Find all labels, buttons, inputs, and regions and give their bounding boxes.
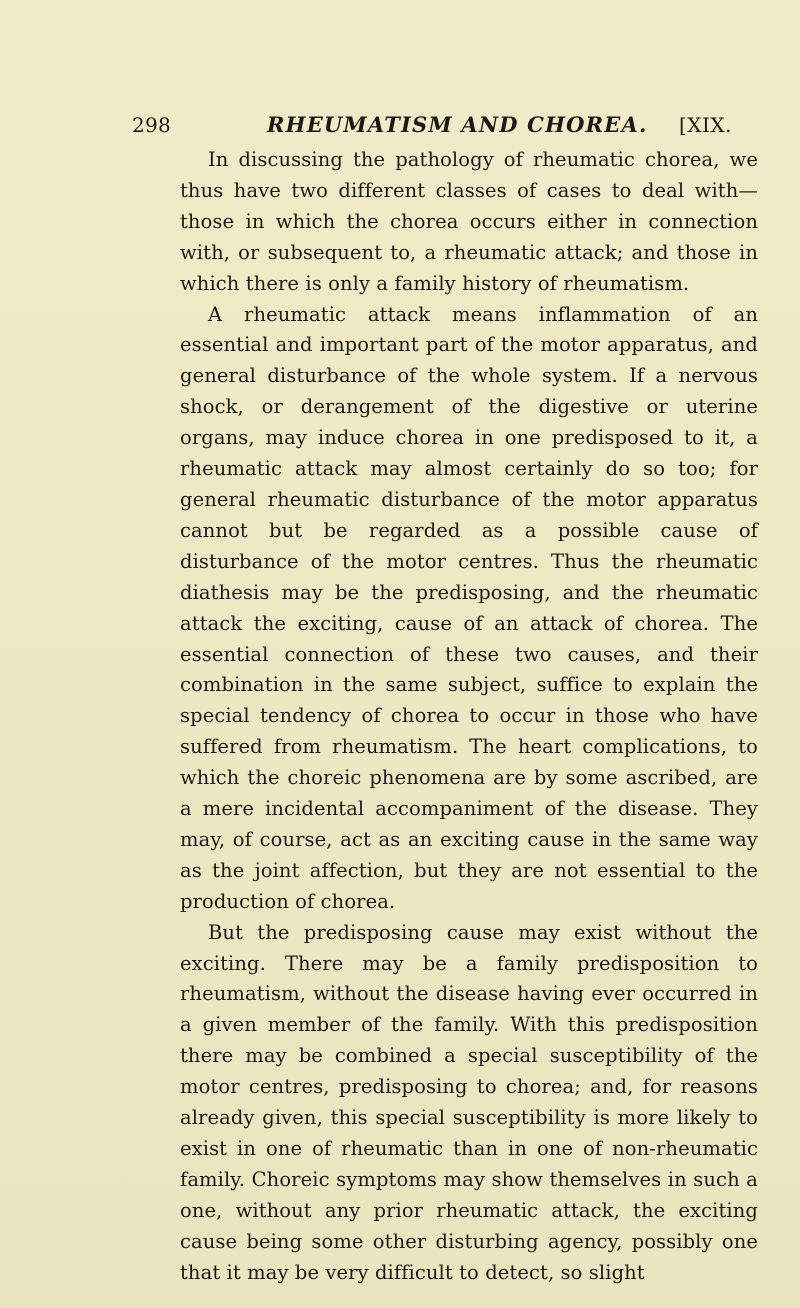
page-number: 298 — [132, 113, 172, 137]
paragraph: But the predisposing cause may exist without the exciting. There may be a family predisposition to rheumatism, without the disease having ever occurred in a given member of the family. With this predisposition there may be combined a special susceptibility of the motor centres, predisposing to chorea; and, for reasons already given, this special susceptibility is more likely to exist in one of rheumatic than in one of non-rheumatic family. Choreic symptoms may show themselves in such a one, without any prior rheumatic attack, the exciting cause being some other disturbing agency, possibly one that it may be very difficult to detect, so slight — [180, 920, 758, 1284]
body-text — [180, 145, 758, 1289]
running-head: RHEUMATISM AND CHOREA. — [267, 112, 648, 137]
chapter-mark: [XIX. — [678, 113, 732, 137]
paragraph: A rheumatic attack means inflammation of an essential and important part of the motor apparatus, and general disturbance of the whole system. If a nervous shock, or derangement of the digestive or uterine organs, may induce chorea in one predisposed to it, a rheumatic attack may almost certainly do so too; for general rheumatic disturbance of the motor apparatus cannot but be regarded as a possible cause of disturbance of the motor centres. Thus the rheumatic diathesis may be the predisposing, and the rheumatic attack the exciting, cause of an attack of chorea. The essential connection of these two causes, and their combination in the same subject, suffice to explain the special tendency of chorea to occur in those who have suffered from rheumatism. The heart complications, to which the choreic phenomena are by some ascribed, are a mere incidental accompaniment of the disease. They may, of course, act as an exciting cause in the same way as the joint affection, but they are not essential to the production of chorea. — [180, 302, 758, 913]
paragraph: In discussing the pathology of rheumatic chorea, we thus have two different classes of cases to deal with—those in which the chorea occurs either in connection with, or subsequent to, a rheumatic attack; and those in which there is only a family history of rheumatism. — [180, 148, 758, 295]
page-header — [132, 108, 740, 142]
